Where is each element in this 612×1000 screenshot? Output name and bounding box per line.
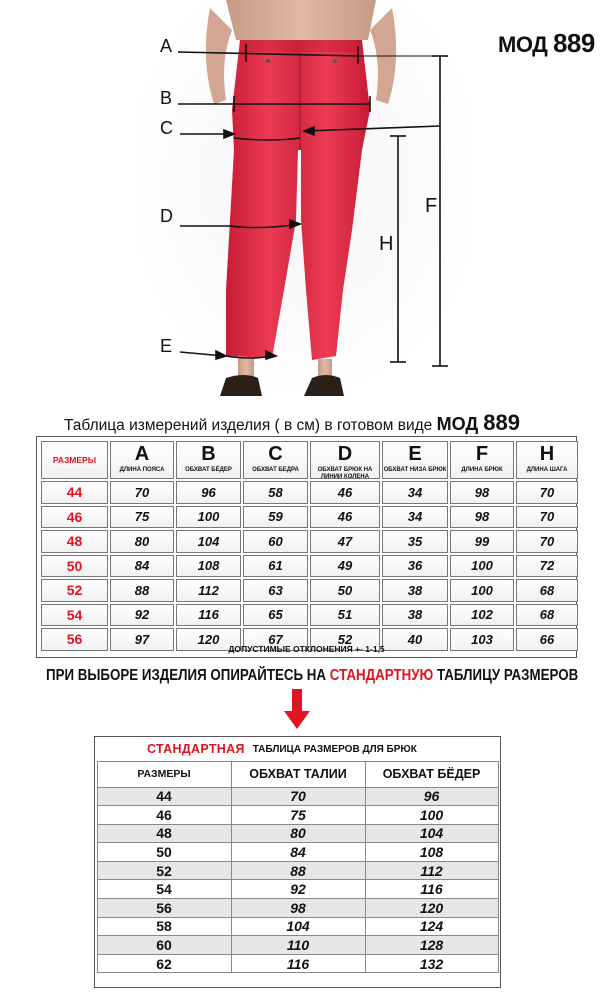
model-title [498, 28, 595, 59]
standard-size: 48 [156, 825, 172, 842]
measurement-value: 88 [134, 582, 150, 598]
column-label: ОБХВАТ БЕДРА [252, 467, 299, 473]
standard-value: 110 [286, 937, 310, 954]
standard-value: 116 [286, 955, 310, 972]
measurement-value: 66 [539, 631, 555, 647]
standard-value: 108 [419, 844, 444, 861]
standard-size: 52 [156, 862, 172, 879]
standard-value: 88 [290, 862, 306, 879]
standard-size: 60 [156, 937, 172, 954]
standard-value: 112 [420, 862, 443, 879]
label-h: H [379, 233, 394, 255]
standard-value: 100 [419, 806, 444, 823]
advice-before: ПРИ ВЫБОРЕ ИЗДЕЛИЯ ОПИРАЙТЕСЬ НА [46, 667, 330, 684]
value-cell [176, 481, 241, 504]
standard-cell [365, 917, 499, 937]
label-d: D [160, 206, 173, 226]
measurement-value: 70 [539, 484, 555, 500]
measurement-value: 34 [407, 484, 423, 500]
standard-cell [365, 842, 499, 862]
column-header-c [243, 441, 308, 479]
value-cell [176, 604, 241, 627]
measurement-value: 102 [471, 607, 493, 623]
size-cell [41, 555, 108, 578]
size-value: 44 [66, 484, 83, 501]
value-cell [516, 579, 578, 602]
measurement-value: 36 [407, 558, 423, 574]
standard-cell [97, 879, 232, 899]
size-value: 54 [66, 606, 83, 623]
standard-cell [231, 954, 366, 974]
standard-value: 84 [290, 844, 306, 861]
value-cell [516, 555, 578, 578]
standard-value: 120 [419, 899, 444, 916]
standard-table-title-red: СТАНДАРТНАЯ [147, 742, 245, 756]
measurement-value: 35 [407, 533, 423, 549]
standard-cell [365, 861, 499, 881]
value-cell [450, 555, 514, 578]
value-cell [176, 555, 241, 578]
measurement-value: 80 [134, 533, 150, 549]
measurement-value: 98 [474, 484, 490, 500]
standard-value: 96 [423, 788, 440, 805]
value-cell [310, 555, 380, 578]
standard-cell [97, 935, 232, 955]
measurement-value: 70 [539, 509, 555, 525]
measurement-value: 58 [268, 484, 283, 500]
measurement-value: 59 [268, 509, 283, 525]
label-c: C [160, 118, 173, 138]
measurement-value: 52 [337, 631, 353, 647]
standard-value: 75 [290, 806, 306, 823]
size-header-cell [41, 441, 108, 479]
advice-text [46, 667, 579, 685]
standard-header: ОБХВАТ ТАЛИИ [249, 767, 347, 781]
value-cell [243, 506, 308, 529]
standard-cell [97, 954, 232, 974]
measurement-value: 92 [134, 607, 150, 623]
value-cell [176, 530, 241, 553]
column-header-h [516, 441, 578, 479]
measurements-table-model [436, 410, 520, 435]
standard-size: 58 [156, 918, 172, 935]
model-number: 889 [552, 28, 595, 58]
value-cell [310, 579, 380, 602]
measurement-value: 100 [471, 582, 493, 598]
standard-cell [365, 805, 499, 825]
size-value: 46 [66, 508, 83, 525]
value-cell [110, 555, 174, 578]
column-header-b [176, 441, 241, 479]
standard-value: 104 [419, 825, 444, 842]
measurement-value: 40 [407, 631, 423, 647]
measurement-value: 72 [539, 558, 555, 574]
standard-value: 70 [290, 788, 306, 805]
standard-size: 50 [156, 844, 172, 861]
standard-header-cell [97, 761, 232, 788]
measurement-value: 100 [197, 509, 220, 525]
size-value: 52 [66, 582, 83, 599]
measurements-table-title [64, 410, 584, 436]
standard-cell [231, 805, 366, 825]
standard-cell [231, 842, 366, 862]
size-cell [41, 506, 108, 529]
value-cell [110, 579, 174, 602]
size-header: РАЗМЕРЫ [52, 455, 97, 465]
rivet-right [333, 59, 337, 63]
measurement-value: 99 [474, 533, 490, 549]
standard-value: 92 [290, 881, 306, 898]
value-cell [243, 481, 308, 504]
value-cell [243, 530, 308, 553]
standard-table-title [95, 737, 500, 761]
value-cell [310, 530, 380, 553]
column-label: ДЛИНА ШАГА [526, 467, 568, 473]
standard-size: 62 [156, 955, 172, 972]
label-e: E [160, 336, 173, 356]
value-cell [310, 506, 380, 529]
measurement-value: 46 [337, 484, 353, 500]
value-cell [176, 579, 241, 602]
standard-value: 132 [419, 955, 444, 972]
measurements-table-model-prefix: МОД [436, 414, 479, 434]
standard-cell [365, 879, 499, 899]
value-cell [310, 604, 380, 627]
measurement-value: 100 [471, 558, 493, 574]
standard-size: 56 [156, 899, 172, 916]
measurements-grid [37, 437, 576, 652]
standard-table-grid [97, 761, 498, 973]
measurement-value: 47 [337, 533, 353, 549]
standard-size: 54 [156, 881, 172, 898]
value-cell [382, 555, 448, 578]
standard-header: РАЗМЕРЫ [137, 768, 191, 780]
standard-table-title-rest: ТАБЛИЦА РАЗМЕРОВ ДЛЯ БРЮК [252, 743, 417, 755]
left-shoe [220, 375, 262, 396]
value-cell [243, 579, 308, 602]
value-cell [176, 506, 241, 529]
label-b: B [160, 88, 173, 108]
standard-cell [231, 935, 366, 955]
torso [226, 0, 376, 40]
value-cell [450, 579, 514, 602]
standard-cell [97, 787, 232, 807]
label-f: F [425, 195, 438, 217]
value-cell [110, 506, 174, 529]
measurement-value: 46 [337, 509, 353, 525]
value-cell [382, 579, 448, 602]
standard-value: 124 [419, 918, 444, 935]
value-cell [382, 604, 448, 627]
size-cell [41, 530, 108, 553]
measurement-value: 97 [134, 631, 150, 647]
measurements-table [36, 436, 577, 658]
advice-highlight: СТАНДАРТНУЮ [329, 667, 434, 684]
measurement-value: 68 [539, 582, 555, 598]
value-cell [516, 481, 578, 504]
standard-value: 104 [286, 918, 310, 935]
measurement-value: 63 [268, 582, 283, 598]
standard-cell [97, 917, 232, 937]
size-value: 48 [66, 533, 83, 550]
standard-value: 128 [419, 937, 444, 954]
standard-value: 80 [290, 825, 306, 842]
measurement-value: 104 [197, 533, 220, 549]
measurement-value: 61 [268, 558, 283, 574]
column-label: ОБХВАТ НИЗА БРЮК [383, 467, 447, 473]
standard-cell [97, 842, 232, 862]
measurement-value: 67 [268, 631, 283, 647]
measurement-value: 34 [407, 509, 423, 525]
standard-value: 116 [420, 881, 443, 898]
value-cell [450, 530, 514, 553]
measurements-table-model-number: 889 [483, 410, 520, 435]
measurement-value: 38 [407, 607, 423, 623]
pants-diagram [0, 0, 612, 400]
rivet-left [266, 59, 270, 63]
value-cell [382, 530, 448, 553]
measurement-value: 70 [539, 533, 555, 549]
standard-value: 98 [290, 899, 306, 916]
size-cell [41, 481, 108, 504]
value-cell [110, 481, 174, 504]
size-cell [41, 604, 108, 627]
measurement-value: 49 [337, 558, 353, 574]
standard-cell [231, 861, 366, 881]
measurement-value: 70 [134, 484, 150, 500]
value-cell [382, 481, 448, 504]
value-cell [516, 604, 578, 627]
column-letter: C [268, 443, 283, 465]
value-cell [110, 530, 174, 553]
standard-cell [231, 879, 366, 899]
label-a: A [160, 36, 173, 56]
column-header-f [450, 441, 514, 479]
measurement-value: 68 [539, 607, 555, 623]
size-cell [41, 579, 108, 602]
measurement-value: 112 [198, 582, 219, 598]
column-label: ДЛИНА ПОЯСА [119, 467, 165, 473]
value-cell [450, 506, 514, 529]
measurement-value: 120 [197, 631, 220, 647]
standard-header-cell [365, 761, 499, 788]
standard-cell [231, 898, 366, 918]
standard-cell [97, 861, 232, 881]
size-value: 50 [66, 557, 83, 574]
standard-cell [231, 787, 366, 807]
measurement-value: 108 [197, 558, 220, 574]
standard-cell [365, 824, 499, 844]
column-header-a [110, 441, 174, 479]
model-prefix: МОД [498, 32, 548, 57]
standard-cell [97, 898, 232, 918]
column-letter: H [539, 443, 555, 465]
standard-size-table [94, 736, 501, 988]
column-letter: F [475, 443, 489, 465]
tolerance-note: ДОПУСТИМЫЕ ОТКЛОНЕНИЯ +- 1-1,5 [228, 644, 385, 654]
advice-after: ТАБЛИЦУ РАЗМЕРОВ [433, 667, 579, 684]
measurement-value: 103 [471, 631, 493, 647]
standard-size: 44 [156, 788, 172, 805]
column-letter: D [337, 443, 353, 465]
measurement-value: 51 [337, 607, 353, 623]
measurement-value: 116 [198, 607, 219, 623]
measurement-value: 65 [268, 607, 283, 623]
standard-header: ОБХВАТ БЁДЕР [382, 767, 481, 781]
standard-size: 46 [156, 806, 172, 823]
standard-cell [365, 935, 499, 955]
column-letter: B [201, 443, 216, 465]
standard-cell [231, 917, 366, 937]
column-header-e [382, 441, 448, 479]
value-cell [516, 506, 578, 529]
value-cell [110, 604, 174, 627]
column-header-d [310, 441, 380, 479]
column-label: ОБХВАТ БРЮК НА ЛИНИИ КОЛЕНА [317, 467, 373, 480]
measurement-value: 38 [407, 582, 423, 598]
value-cell [243, 604, 308, 627]
standard-cell [97, 805, 232, 825]
column-label: ДЛИНА БРЮК [461, 467, 503, 473]
value-cell [450, 604, 514, 627]
waistband [240, 40, 362, 52]
column-letter: E [408, 443, 422, 465]
measurement-figure [0, 0, 612, 400]
measurements-table-title-text: Таблица измерений изделия ( в см) в готовом виде [64, 417, 433, 434]
measurement-value: 84 [134, 558, 150, 574]
arrow-down-icon [284, 689, 310, 729]
standard-cell [365, 954, 499, 974]
standard-cell [231, 824, 366, 844]
standard-header-cell [231, 761, 366, 788]
standard-cell [365, 898, 499, 918]
size-value: 56 [66, 631, 83, 648]
measurement-value: 75 [134, 509, 150, 525]
value-cell [516, 530, 578, 553]
measurement-value: 98 [474, 509, 490, 525]
measurement-value: 60 [268, 533, 283, 549]
left-ankle [238, 357, 254, 377]
column-letter: A [134, 443, 150, 465]
value-cell [310, 481, 380, 504]
measurement-value: 96 [201, 484, 216, 500]
value-cell [382, 506, 448, 529]
standard-cell [97, 824, 232, 844]
value-cell [243, 555, 308, 578]
right-ankle [318, 359, 332, 377]
measurement-value: 50 [337, 582, 353, 598]
standard-cell [365, 787, 499, 807]
column-label: ОБХВАТ БЁДЕР [185, 467, 232, 473]
value-cell [450, 481, 514, 504]
